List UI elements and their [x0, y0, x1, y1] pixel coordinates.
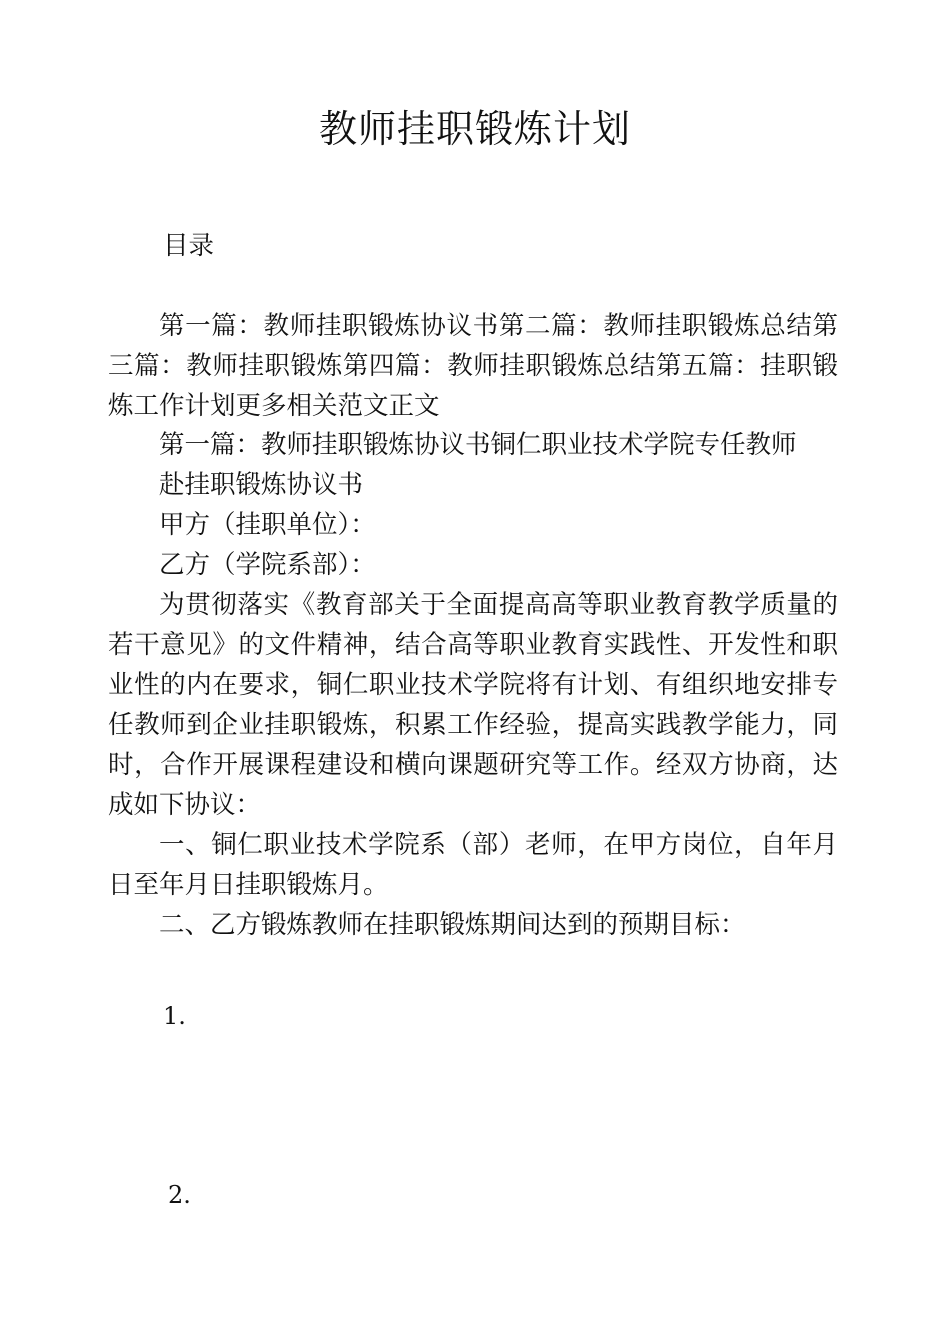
paragraph-clause-1: 一、铜仁职业技术学院系（部）老师，在甲方岗位，自年月日至年月日挂职锻炼月。 [108, 830, 838, 900]
toc-text: 第一篇：教师挂职锻炼协议书第二篇：教师挂职锻炼总结第三篇：教师挂职锻炼第四篇：教师挂职锻炼总结第五篇：挂职锻炼工作计划更多相关范文正文 [108, 311, 838, 421]
paragraph-clause-2: 二、乙方锻炼教师在挂职锻炼期间达到的预期目标： [159, 910, 746, 940]
toc-block [108, 306, 838, 426]
paragraph-section-heading: 第一篇：教师挂职锻炼协议书铜仁职业技术学院专任教师 [159, 430, 797, 460]
paragraph-party-b: 乙方（学院系部）： [159, 550, 376, 580]
paragraph-purpose: 为贯彻落实《教育部关于全面提高高等职业教育教学质量的若干意见》的文件精神，结合高等职业教育实践性、开发性和职业性的内在要求，铜仁职业技术学院将有计划、有组织地安排专任教师到企业挂职锻炼，积累工作经验，提高实践教学能力，同时，合作开展课程建设和横向课题研究等工作。经双方协商，达成如下协议： [108, 590, 838, 820]
list-item-number: 1. [163, 1002, 186, 1030]
document-title: 教师挂职锻炼计划 [318, 107, 631, 151]
agreement-body [108, 425, 838, 945]
toc-heading: 目录 [163, 231, 215, 261]
paragraph-party-a: 甲方（挂职单位）： [159, 510, 376, 540]
list-item-number: 2. [168, 1181, 191, 1209]
paragraph-agreement-title: 赴挂职锻炼协议书 [159, 470, 364, 500]
